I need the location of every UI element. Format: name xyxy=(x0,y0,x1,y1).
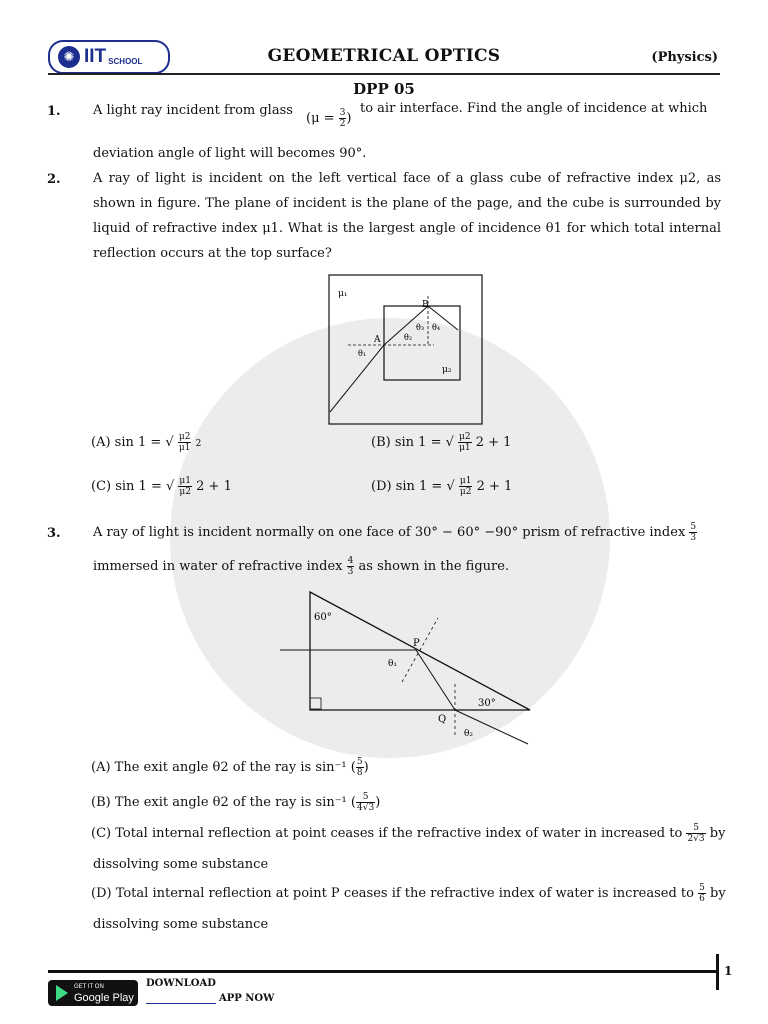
question-3-text-a: A ray of light is incident normally on one face of 30° − 60° −90° prism of refractive index xyxy=(93,525,686,540)
glass-cube-diagram xyxy=(328,274,484,426)
water-den: 3 xyxy=(347,567,354,577)
point-p: P xyxy=(413,638,420,649)
theta1-label: θ₁ xyxy=(388,659,398,669)
q3-option-b-den: 4√3 xyxy=(357,803,375,813)
q2-option-b-prefix: (B) sin 1 = √ xyxy=(371,435,454,450)
q2-option-d[interactable] xyxy=(371,476,512,497)
question-3-number: 3. xyxy=(47,526,61,541)
question-3-line-2 xyxy=(93,554,509,579)
question-1-mu xyxy=(306,106,352,131)
q3-option-b-text: (B) The exit angle θ2 of the ray is sin⁻¹ xyxy=(91,795,347,810)
q3-option-d-tail: by xyxy=(710,886,726,901)
q2-option-c-prefix: (C) sin 1 = √ xyxy=(91,479,175,494)
q3-option-c[interactable] xyxy=(91,823,725,844)
q2-option-d-frac xyxy=(459,476,473,497)
app-now-label: APP NOW xyxy=(219,993,275,1004)
q2-option-d-prefix: (D) sin 1 = √ xyxy=(371,479,455,494)
download-label: DOWNLOAD xyxy=(146,978,216,989)
q2-option-b-suffix: 2 + 1 xyxy=(475,435,512,450)
q2-option-c-num: μ1 xyxy=(179,476,191,486)
q2-option-d-num: μ1 xyxy=(459,476,472,486)
q3-option-c-frac xyxy=(686,823,705,844)
prism-diagram xyxy=(280,588,536,746)
footer-vertical-bar xyxy=(716,954,719,990)
google-play-text xyxy=(74,983,134,1003)
q3-option-d-den: 6 xyxy=(699,894,705,904)
angle-30-label: 30° xyxy=(478,698,496,709)
logo-main: IIT xyxy=(84,46,107,67)
download-underline xyxy=(146,1003,216,1004)
q3-option-d-frac xyxy=(698,883,706,904)
q2-option-b[interactable] xyxy=(371,432,511,453)
right-angle-marker xyxy=(310,698,321,709)
point-q: Q xyxy=(438,714,447,725)
q3-option-c-den: 2√3 xyxy=(687,834,705,844)
q2-option-c-den: μ2 xyxy=(179,487,191,497)
q3-option-d-text: (D) Total internal reflection at point P ceases if the refractive index of water is increased to xyxy=(91,886,694,901)
gp-big-label: Google Play xyxy=(74,992,134,1004)
point-a: A xyxy=(374,335,381,345)
liquid-boundary xyxy=(329,275,482,424)
water-num: 4 xyxy=(347,556,354,566)
gear-icon: ✺ xyxy=(58,46,80,68)
q2-option-b-den: μ1 xyxy=(459,443,471,453)
theta3-label: θ₃ xyxy=(416,323,425,332)
q3-option-d-num: 5 xyxy=(699,883,705,893)
question-1-text-c: deviation angle of light will becomes 90°. xyxy=(93,146,367,161)
q3-option-c-num: 5 xyxy=(686,823,705,834)
mu-close: ) xyxy=(346,111,352,126)
prism-outline xyxy=(310,592,530,710)
question-3-text-b: immersed in water of refractive index xyxy=(93,559,343,574)
ri-fraction xyxy=(689,522,697,543)
q3-option-b[interactable]: (B) The exit angle θ2 of the ray is sin⁻¹ ( $\frac{5}{4√3}$ ) xyxy=(91,792,381,813)
dpp-title: DPP 05 xyxy=(353,80,415,98)
q2-option-a-prefix: (A) sin 1 = √ xyxy=(91,435,174,450)
gp-small-label: GET IT ON xyxy=(74,984,104,990)
question-1-text-b: to air interface. Find the angle of incidence at which xyxy=(360,101,708,116)
q2-option-a-num: μ2 xyxy=(178,432,191,442)
q2-option-c-frac xyxy=(178,476,192,497)
mu-label: (μ = xyxy=(306,111,335,126)
mu-num: 3 xyxy=(339,108,346,118)
question-1-number: 1. xyxy=(47,104,61,119)
q2-option-a-den: μ1 xyxy=(178,443,191,453)
incident-ray xyxy=(330,345,384,412)
question-3-line-1 xyxy=(93,520,697,545)
q3-option-d[interactable] xyxy=(91,883,726,904)
subject-label: (Physics) xyxy=(651,50,718,65)
mu2-label: μ₂ xyxy=(442,365,452,375)
theta2-label: θ₂ xyxy=(404,333,413,342)
q2-option-c[interactable] xyxy=(91,476,232,497)
q3-option-a-num: 5 xyxy=(356,757,363,767)
question-2-number: 2. xyxy=(47,172,61,187)
q3-option-c-line-2: dissolving some substance xyxy=(93,857,269,872)
q2-option-b-num: μ2 xyxy=(459,432,471,442)
q2-option-a-frac xyxy=(178,432,192,453)
mu1-label: μ₁ xyxy=(338,289,348,299)
mu-den: 2 xyxy=(339,119,346,129)
page-number: 1 xyxy=(724,964,733,978)
header-divider xyxy=(48,73,720,75)
q3-option-b-frac xyxy=(356,792,375,813)
question-2-text: A ray of light is incident on the left vertical face of a glass cube of refractive index μ2, as shown in figure. The plane of incident is the plane of the page, and the cube is surrounded by liquid of refractive index μ1. What is the largest angle of incidence θ1 for which total internal reflection occurs at the top surface? xyxy=(93,171,721,261)
footer-divider xyxy=(48,970,716,973)
q3-option-b-num: 5 xyxy=(356,792,375,803)
angle-60-label: 60° xyxy=(314,612,332,623)
page-title: GEOMETRICAL OPTICS xyxy=(267,46,501,66)
logo-sub: SCHOOL xyxy=(108,56,143,66)
question-1-text-a: A light ray incident from glass xyxy=(93,103,293,118)
q2-option-d-suffix: 2 + 1 xyxy=(476,479,513,494)
theta1-label: θ₁ xyxy=(358,349,367,358)
q3-option-a-frac xyxy=(356,757,364,778)
q3-option-c-tail: by xyxy=(709,826,726,841)
water-fraction xyxy=(347,556,355,577)
theta2-label: θ₂ xyxy=(464,729,474,739)
q3-option-a-text: (A) The exit angle θ2 of the ray is sin⁻¹ xyxy=(91,760,347,775)
point-b: B xyxy=(422,300,429,310)
play-store-icon xyxy=(56,985,68,1001)
q2-option-d-den: μ2 xyxy=(459,487,472,497)
ri-den: 3 xyxy=(690,533,697,543)
q3-option-a-den: 8 xyxy=(356,768,363,778)
google-play-badge[interactable] xyxy=(48,980,138,1006)
q3-option-d-line-2: dissolving some substance xyxy=(93,917,269,932)
theta4-label: θ₄ xyxy=(432,323,441,332)
question-3-text-c: as shown in the figure. xyxy=(358,559,510,574)
ri-num: 5 xyxy=(690,522,697,532)
q3-option-a[interactable]: (A) The exit angle θ2 of the ray is sin⁻¹ ( $\frac{5}{8}$ ) xyxy=(91,757,369,778)
q2-option-c-suffix: 2 + 1 xyxy=(196,479,232,494)
q2-option-a[interactable] xyxy=(91,432,201,453)
q2-option-a-suffix: 2 xyxy=(195,439,202,449)
q3-option-c-text: (C) Total internal reflection at point ceases if the refractive index of water in increased to xyxy=(91,826,683,841)
q2-option-b-frac xyxy=(458,432,472,453)
